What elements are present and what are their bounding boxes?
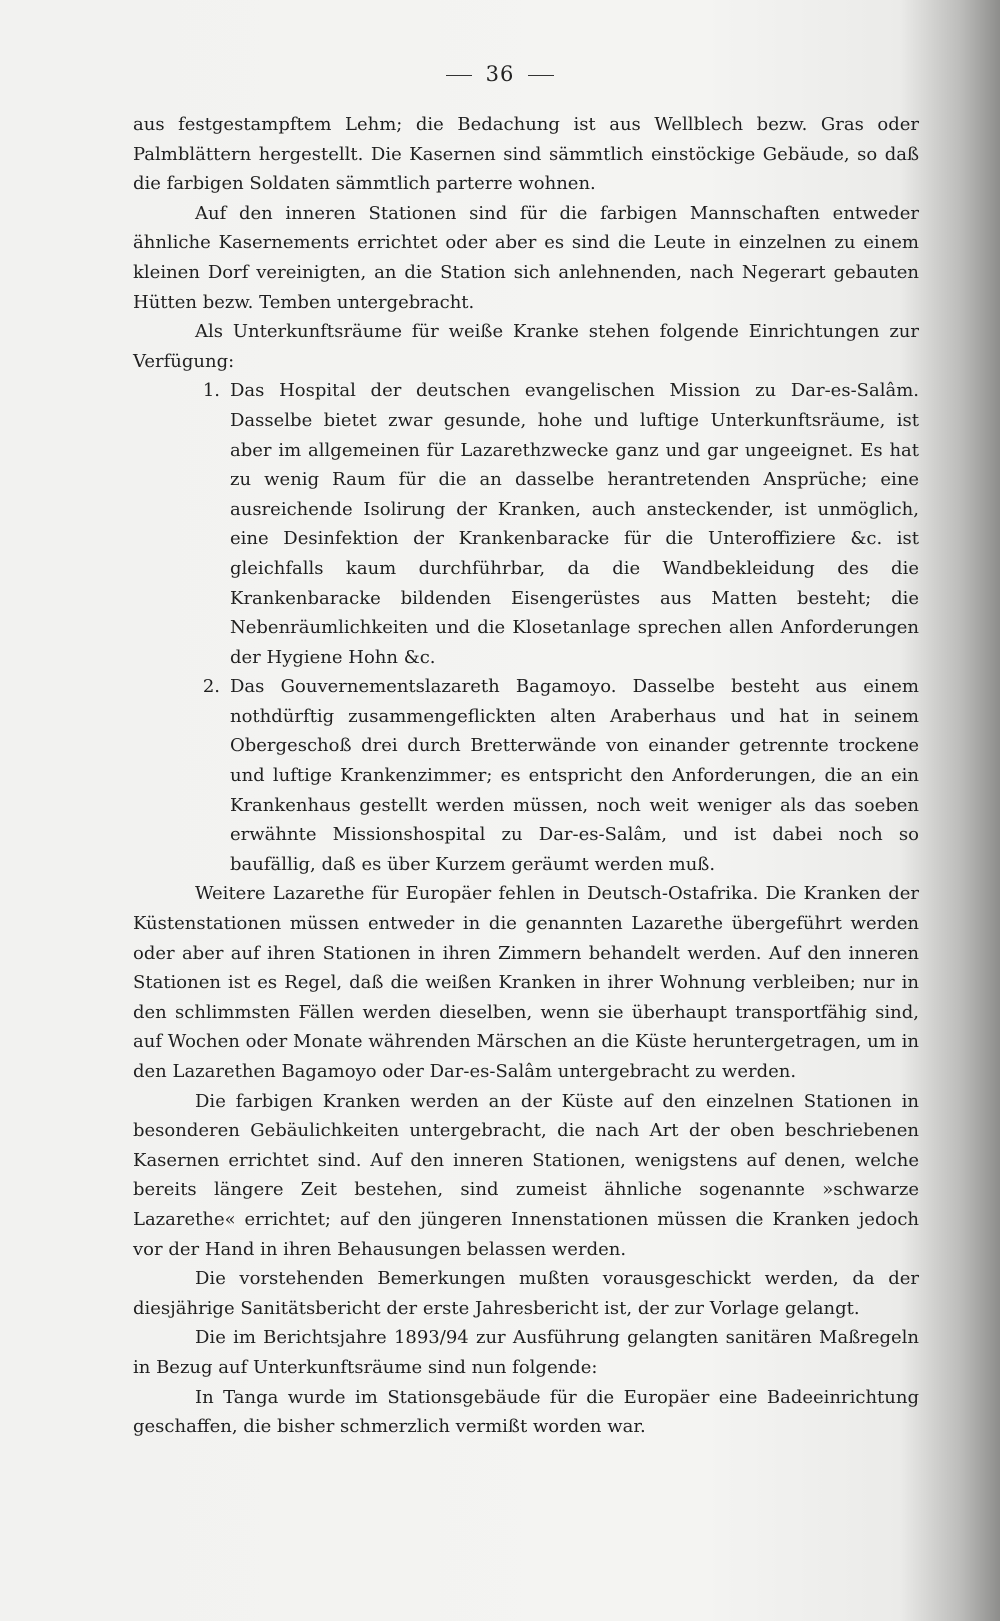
list-item-text: Das Gouvernementslazareth Bagamoyo. Dasselbe besteht aus einem nothdürftig zusammengeflickten alten Araberhaus und hat in seinem Obergeschoß drei durch Bretterwände von einander getrennte trockene und luftige Krankenzimmer; es entspricht den Anforderungen, die an ein Krankenhaus gestellt werden müssen, noch weit weniger als das soeben erwähnte Missionshospital zu Dar-es-Salâm, und ist dabei noch so baufällig, daß es über Kurzem geräumt werden muß. [230,676,919,875]
body-text [133,110,919,1442]
list-item [133,376,919,672]
header-dash-left [446,75,472,76]
paragraph: Die im Berichtsjahre 1893/94 zur Ausführung gelangten sanitären Maßregeln in Bezug auf Unterkunftsräume sind nun folgende: [133,1327,919,1378]
paragraph: Die vorstehenden Bemerkungen mußten vorausgeschickt werden, da der diesjährige Sanitätsbericht der erste Jahresbericht ist, der zur Vorlage gelangt. [133,1268,919,1319]
page-number-header [0,62,1000,86]
paragraph: Weitere Lazarethe für Europäer fehlen in Deutsch-Ostafrika. Die Kranken der Küstenstationen müssen entweder in die genannten Lazarethe übergeführt werden oder aber auf ihren Stationen in ihren Zimmern behandelt werden. Auf den inneren Stationen ist es Regel, daß die weißen Kranken in ihrer Wohnung verbleiben; nur in den schlimmsten Fällen werden dieselben, wenn sie überhaupt transportfähig sind, auf Wochen oder Monate währenden Märschen an die Küste heruntergetragen, um in den Lazarethen Bagamoyo oder Dar-es-Salâm untergebracht zu werden. [133,883,919,1082]
paragraph: Als Unterkunftsräume für weiße Kranke stehen folgende Einrichtungen zur Verfügung: [133,321,919,372]
list-item-text: Das Hospital der deutschen evangelischen Mission zu Dar-es-Salâm. Dasselbe bietet zwar gesunde, hohe und luftige Unterkunftsräume, ist aber im allgemeinen für Lazarethzwecke ganz und gar ungeeignet. Es hat zu wenig Raum für die an dasselbe herantretenden Ansprüche; eine ausreichende Isolirung der Kranken, auch ansteckender, ist unmöglich, eine Desinfektion der Krankenbaracke für die Unteroffiziere &c. ist gleichfalls kaum durchführbar, da die Wandbekleidung des die Krankenbaracke bildenden Eisengerüstes aus Matten besteht; die Nebenräumlichkeiten und die Klosetanlage sprechen allen Anforderungen der Hygiene Hohn &c. [230,380,919,668]
list-item-number: 2. [202,676,220,698]
list-item [133,672,919,879]
header-dash-right [528,75,554,76]
page-number: 36 [485,62,515,86]
list-item-number: 1. [202,380,220,402]
paragraph: In Tanga wurde im Stationsgebäude für die Europäer eine Badeeinrichtung geschaffen, die bisher schmerzlich vermißt worden war. [133,1386,919,1438]
paragraph: Die farbigen Kranken werden an der Küste auf den einzelnen Stationen in besonderen Gebäulichkeiten untergebracht, die nach Art der oben beschriebenen Kasernen errichtet sind. Auf den inneren Stationen, wenigstens auf denen, welche bereits längere Zeit bestehen, sind zumeist ähnliche sogenannte »schwarze Lazarethe« errichtet; auf den jüngeren Innenstationen müssen die Kranken jedoch vor der Hand in ihren Behausungen belassen werden. [133,1090,919,1260]
paragraph: Auf den inneren Stationen sind für die farbigen Mannschaften entweder ähnliche Kasernements errichtet oder aber es sind die Leute in einzelnen zu einem kleinen Dorf vereinigten, an die Station sich anlehnenden, nach Negerart gebauten Hütten bezw. Temben untergebracht. [133,202,919,313]
paragraph: aus festgestampftem Lehm; die Bedachung ist aus Wellblech bezw. Gras oder Palmblättern hergestellt. Die Kasernen sind sämmtlich einstöckige Gebäude, so daß die farbigen Soldaten sämmtlich parterre wohnen. [133,114,919,195]
